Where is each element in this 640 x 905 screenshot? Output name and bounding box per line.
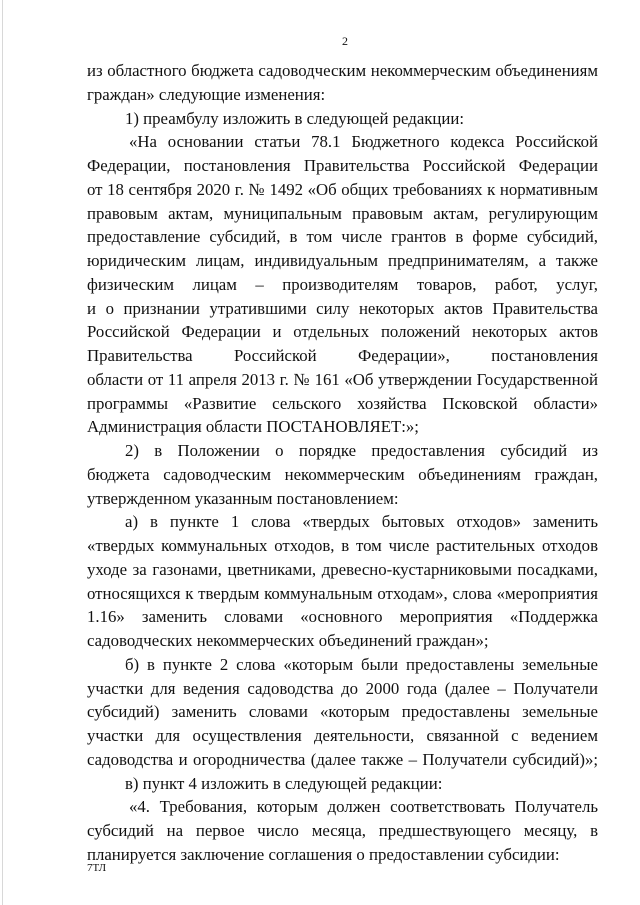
text-line: участки для осуществления деятельности, связанной с ведением xyxy=(87,726,598,745)
text-line: 2) в Положении о порядке предоставления субсидий из xyxy=(125,441,598,460)
text-line: Федерации, постановления Правительства Российской Федерации xyxy=(87,156,598,175)
text-line: относящихся к твердым коммунальным отходам», слова «мероприятия xyxy=(87,583,598,603)
text-line: Администрация области ПОСТАНОВЛЯЕТ:»; xyxy=(87,417,419,437)
text-line: садоводческих некоммерческих объединений граждан»; xyxy=(87,631,489,650)
text-line: уходе за газонами, цветниками, древесно-кустарниковыми посадками, xyxy=(87,559,598,579)
text-line: субсидий на первое число месяца, предшествующего месяцу, в xyxy=(87,821,598,840)
text-line: садоводства и огородничества (далее также – Получатели субсидий)»; xyxy=(87,749,598,769)
text-line: б) в пункте 2 слова «которым были предоставлены земельные xyxy=(125,654,598,674)
text-line: планируется заключение соглашения о предоставлении субсидии: xyxy=(87,844,560,864)
text-line: программы «Развитие сельского хозяйства Псковской области» xyxy=(87,393,598,413)
text-line: из областного бюджета садоводческим некоммерческим объединениям xyxy=(87,61,598,80)
text-line: и о признании утратившими силу некоторых актов Правительства xyxy=(87,298,598,318)
page-number: 2 xyxy=(342,34,348,48)
text-line: граждан» следующие изменения: xyxy=(87,84,326,104)
scan-edge-line xyxy=(2,0,3,905)
text-line: Правительства Российской Федерации», постановления xyxy=(87,346,598,365)
text-line: «твердых коммунальных отходов, в том числе растительных отходов xyxy=(87,536,598,555)
text-line: а) в пункте 1 слова «твердых бытовых отходов» заменить xyxy=(125,512,598,532)
text-line: 1) преамбулу изложить в следующей редакции: xyxy=(125,108,465,128)
text-line: «На основании статьи 78.1 Бюджетного кодекса Российской xyxy=(129,132,598,152)
text-line: предоставление субсидий, в том числе грантов в форме субсидий, xyxy=(87,227,598,247)
text-line: от 18 сентября 2020 г. № 1492 «Об общих требованиях к нормативным xyxy=(87,179,598,199)
document-body xyxy=(87,59,598,867)
text-line: Российской Федерации и отдельных положений некоторых актов xyxy=(87,322,598,342)
text-line: субсидий) заменить словами «которым предоставлены земельные xyxy=(87,702,598,722)
text-line: «4. Требования, которым должен соответствовать Получатель xyxy=(129,797,598,817)
footer-mark: 7ТЛ xyxy=(87,862,107,874)
text-line: бюджета садоводческим некоммерческим объединениям граждан, xyxy=(87,464,598,484)
text-line: участки для ведения садоводства до 2000 года (далее – Получатели xyxy=(87,678,598,698)
text-line: юридическим лицам, индивидуальным предпринимателям, а также xyxy=(87,251,598,270)
text-line: правовым актам, муниципальным правовым актам, регулирующим xyxy=(87,203,598,223)
text-line: 1.16» заменить словами «основного мероприятия «Поддержка xyxy=(87,607,598,627)
text-line: физическим лицам – производителям товаров, работ, услуг, xyxy=(87,274,598,294)
text-line: утвержденном указанным постановлением: xyxy=(87,488,399,508)
text-line: области от 11 апреля 2013 г. № 161 «Об утверждении Государственной xyxy=(87,369,598,389)
text-line: в) пункт 4 изложить в следующей редакции: xyxy=(125,773,443,793)
